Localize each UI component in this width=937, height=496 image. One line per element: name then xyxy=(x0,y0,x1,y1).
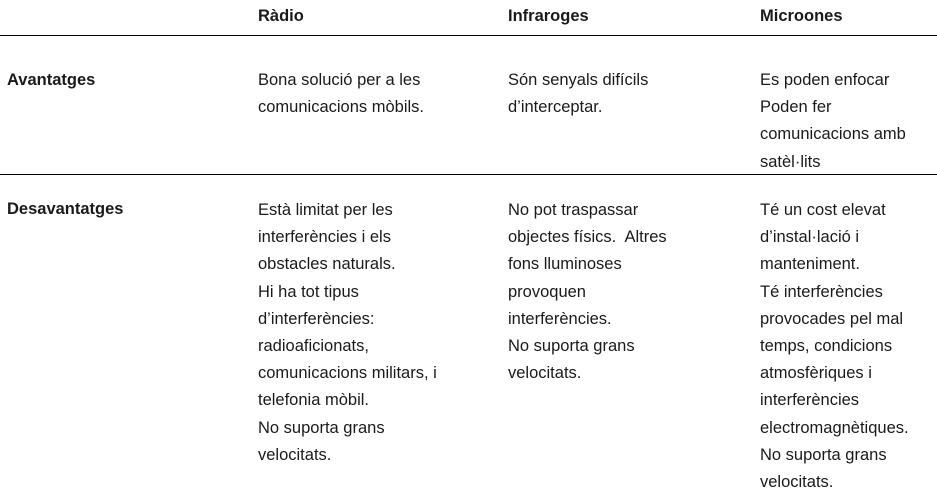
cell-desavantatges-infraroges xyxy=(508,197,667,387)
cell-line: comunicacions amb xyxy=(760,125,906,144)
row-label-avantatges: Avantatges xyxy=(7,71,96,89)
cell-avantatges-infraroges xyxy=(508,67,648,121)
cell-line: radioaficionats, xyxy=(258,337,369,356)
cell-line: Poden fer xyxy=(760,98,832,117)
cell-desavantatges-microones xyxy=(760,197,909,496)
cell-line: obstacles naturals. xyxy=(258,255,396,274)
row-label-desavantatges: Desavantatges xyxy=(7,200,124,218)
cell-line: Hi ha tot tipus xyxy=(258,282,359,301)
cell-desavantatges-radio xyxy=(258,197,437,469)
cell-line: No pot traspassar xyxy=(508,201,639,219)
table-header-row xyxy=(0,0,937,35)
cell-line: electromagnètiques. xyxy=(760,418,909,437)
cell-line: manteniment. xyxy=(760,255,860,274)
cell-line: interferències xyxy=(760,391,860,410)
cell-line: velocitats. xyxy=(508,364,582,383)
cell-line: comunicacions mòbils. xyxy=(258,98,424,117)
cell-line: atmosfèriques i xyxy=(760,364,872,383)
cell-line: Són senyals difícils xyxy=(508,71,649,89)
cell-line: Té interferències xyxy=(760,282,883,301)
cell-line: temps, condicions xyxy=(760,337,893,356)
cell-line: d’interferències: xyxy=(258,309,375,328)
cell-line: provoquen xyxy=(508,282,586,301)
cell-line: Té un cost elevat xyxy=(760,201,886,219)
header-microones: Microones xyxy=(760,7,843,25)
cell-line: d’instal·lació i xyxy=(760,228,860,247)
cell-line: Està limitat per les xyxy=(258,201,393,219)
cell-line: Bona solució per a les xyxy=(258,71,421,89)
cell-line: satèl·lits xyxy=(760,152,821,171)
cell-line: comunicacions militars, i xyxy=(258,364,437,383)
cell-line: telefonia mòbil. xyxy=(258,391,369,410)
cell-avantatges-radio xyxy=(258,67,424,121)
row-divider xyxy=(0,174,937,175)
cell-line: velocitats. xyxy=(258,445,332,464)
cell-line: velocitats. xyxy=(760,473,834,492)
cell-line: No suporta grans xyxy=(508,337,635,356)
cell-line: No suporta grans xyxy=(258,418,385,437)
cell-line: interferències i els xyxy=(258,228,391,247)
cell-line: No suporta grans xyxy=(760,445,887,464)
cell-line: Es poden enfocar xyxy=(760,71,890,89)
cell-line: fons lluminoses xyxy=(508,255,622,274)
cell-avantatges-microones xyxy=(760,67,906,176)
cell-line: d’interceptar. xyxy=(508,98,603,117)
cell-line: interferències. xyxy=(508,309,612,328)
cell-line: objectes físics. Altres xyxy=(508,228,667,247)
header-infraroges: Infraroges xyxy=(508,7,589,25)
header-radio: Ràdio xyxy=(258,7,304,25)
cell-line: provocades pel mal xyxy=(760,309,904,328)
header-divider xyxy=(0,35,937,36)
